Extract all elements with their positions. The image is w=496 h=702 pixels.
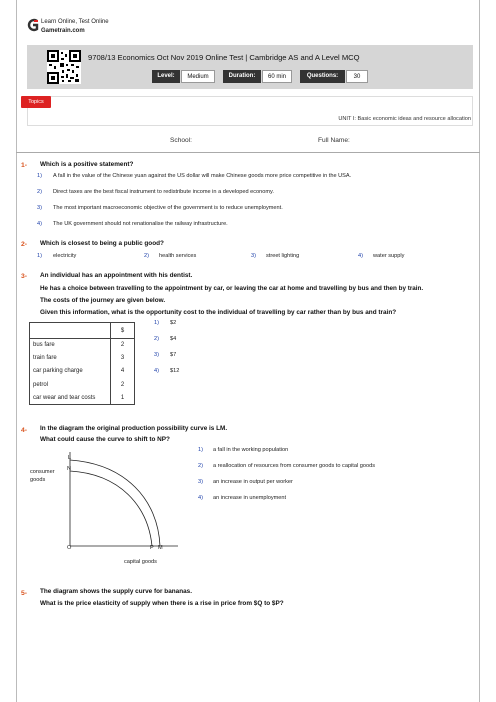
question-text: Which is a positive statement? — [40, 161, 134, 168]
diagram-x-label: capital goods — [124, 559, 157, 565]
option-number[interactable]: 4) — [37, 221, 42, 227]
diagram-label-M: M — [158, 545, 163, 551]
duration-label: Duration: — [223, 70, 261, 83]
level-label: Level: — [152, 70, 180, 83]
table-cell-value: 1 — [111, 391, 135, 404]
question-text: What could cause the curve to shift to NP? — [40, 436, 170, 443]
question-number: 4- — [21, 427, 28, 434]
option-number[interactable]: 4) — [154, 368, 159, 374]
option-text[interactable]: electricity — [53, 253, 77, 259]
option-text[interactable]: street lighting — [266, 253, 300, 259]
option-number[interactable]: 1) — [198, 447, 203, 453]
question-text: In the diagram the original production possibility curve is LM. — [40, 425, 228, 432]
option-text[interactable]: an increase in unemployment — [213, 495, 287, 501]
option-text[interactable]: $4 — [170, 336, 177, 342]
option-number[interactable]: 3) — [198, 479, 203, 485]
option-number[interactable]: 4) — [358, 253, 363, 259]
option-text[interactable]: Direct taxes are the best fiscal instrument to redistribute income in a developed economy. — [53, 189, 274, 195]
question-text: An individual has an appointment with his dentist. — [40, 272, 193, 279]
table-cell-item: bus fare — [30, 339, 111, 352]
diagram-label-P: P — [150, 545, 154, 551]
diagram-label-L: L — [68, 455, 72, 461]
question-text: What is the price elasticity of supply when there is a rise in price from $Q to $P? — [40, 600, 284, 607]
gametrain-logo-icon — [26, 18, 40, 32]
fullname-field[interactable]: Full Name: — [318, 137, 350, 144]
option-number[interactable]: 2) — [144, 253, 149, 259]
question-number: 3- — [21, 273, 28, 280]
option-number[interactable]: 3) — [154, 352, 159, 358]
diagram-label-N: N — [67, 466, 72, 472]
diagram-origin: O — [67, 545, 72, 551]
questions-value: 30 — [346, 70, 368, 83]
topics-text: UNIT I: Basic economic ideas and resource allocation — [338, 116, 471, 122]
option-text[interactable]: a reallocation of resources from consumer goods to capital goods — [213, 463, 375, 469]
brand-tagline: Learn Online, Test Online — [41, 19, 109, 25]
question-text: The diagram shows the supply curve for bananas. — [40, 588, 192, 595]
table-header-blank — [30, 323, 111, 339]
option-text[interactable]: $2 — [170, 320, 177, 326]
question-text: The costs of the journey are given below. — [40, 297, 166, 304]
option-text[interactable]: The most important macroeconomic objective of the government is to reduce unemployment. — [53, 205, 283, 211]
table-cell-value: 4 — [111, 365, 135, 378]
option-text[interactable]: $12 — [170, 368, 180, 374]
option-number[interactable]: 1) — [37, 173, 42, 179]
table-cell-value: 2 — [111, 378, 135, 391]
option-number[interactable]: 2) — [37, 189, 42, 195]
duration-value: 60 min — [262, 70, 292, 83]
option-number[interactable]: 1) — [154, 320, 159, 326]
option-text[interactable]: health services — [159, 253, 197, 259]
option-number[interactable]: 4) — [198, 495, 203, 501]
diagram-y-label: consumer — [30, 469, 55, 475]
option-number[interactable]: 2) — [154, 336, 159, 342]
option-number[interactable]: 2) — [198, 463, 203, 469]
option-text[interactable]: A fall in the value of the Chinese yuan against the US dollar will make Chinese goods more price competitive in the USA. — [53, 173, 352, 179]
level-value: Medium — [181, 70, 215, 83]
diagram-y-label: goods — [30, 477, 46, 483]
question-number: 2- — [21, 241, 28, 248]
question-text: Given this information, what is the opportunity cost to the individual of travelling by car rather than by bus and train? — [40, 309, 397, 316]
table-cell-item: train fare — [30, 352, 111, 365]
brand-site[interactable]: Gametrain.com — [41, 28, 85, 34]
test-title: 9708/13 Economics Oct Nov 2019 Online Test | Cambridge AS and A Level MCQ — [88, 53, 360, 62]
topics-tag: Topics — [21, 96, 51, 108]
table-header-currency: $ — [111, 323, 135, 339]
question-number: 1- — [21, 162, 28, 169]
option-text[interactable]: The UK government should not renationalise the railway infrastructure. — [53, 221, 228, 227]
question-number: 5- — [21, 590, 28, 597]
option-text[interactable]: an increase in output per worker — [213, 479, 293, 485]
table-cell-item: car parking charge — [30, 365, 111, 378]
ppc-diagram — [28, 448, 188, 576]
option-text[interactable]: $7 — [170, 352, 177, 358]
qr-code-icon — [47, 50, 81, 84]
question-text: He has a choice between travelling to the appointment by car, or leaving the car at home and travelling by bus and then by train. — [40, 285, 424, 292]
table-cell-item: petrol — [30, 378, 111, 391]
question-text: Which is closest to being a public good? — [40, 240, 164, 247]
table-cell-value: 3 — [111, 352, 135, 365]
divider — [16, 152, 480, 153]
journey-cost-table — [29, 322, 135, 405]
option-text[interactable]: water supply — [373, 253, 405, 259]
option-number[interactable]: 1) — [37, 253, 42, 259]
questions-label: Questions: — [300, 70, 345, 83]
school-field[interactable]: School: — [170, 137, 192, 144]
option-text[interactable]: a fall in the working population — [213, 447, 289, 453]
table-cell-value: 2 — [111, 339, 135, 352]
option-number[interactable]: 3) — [37, 205, 42, 211]
option-number[interactable]: 3) — [251, 253, 256, 259]
table-cell-item: car wear and tear costs — [30, 391, 111, 404]
